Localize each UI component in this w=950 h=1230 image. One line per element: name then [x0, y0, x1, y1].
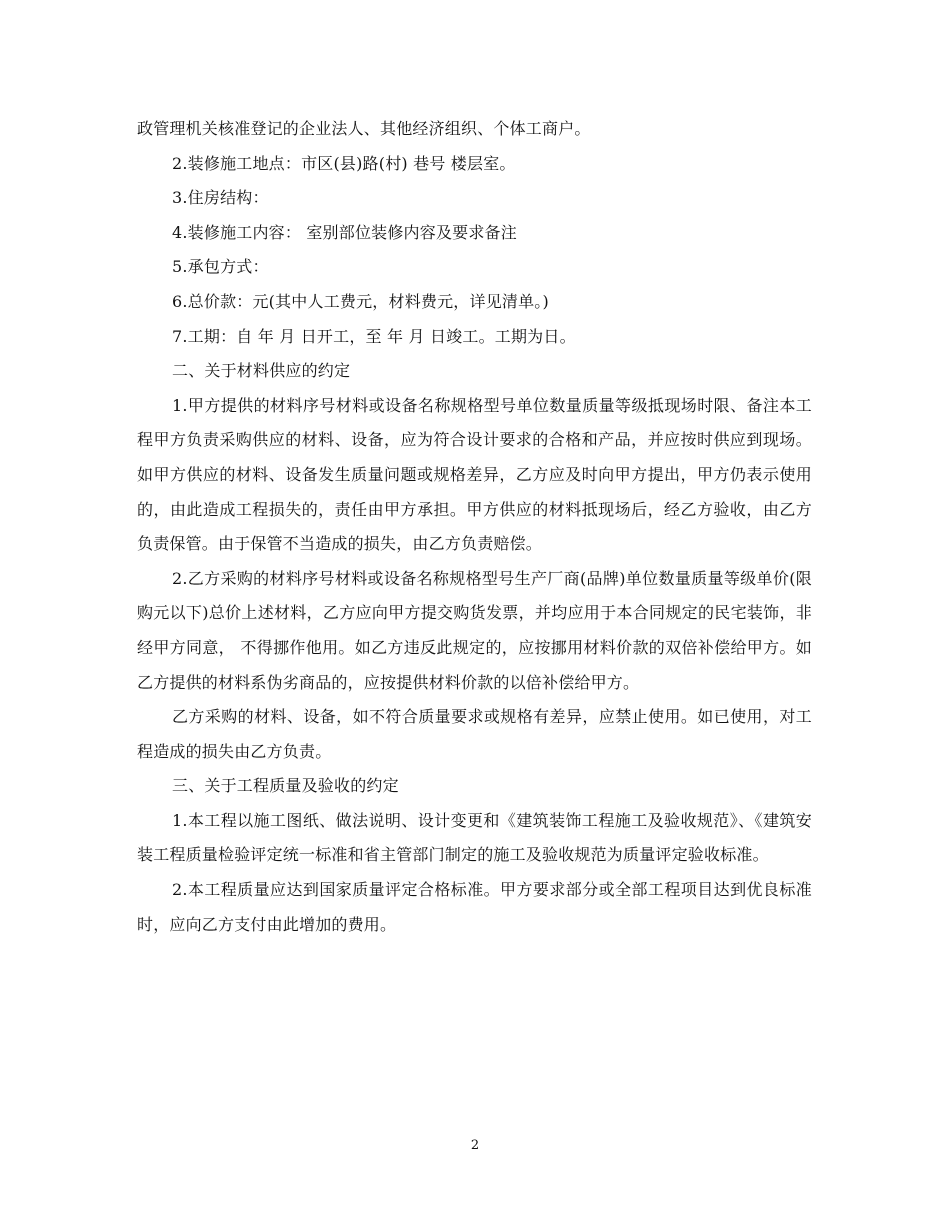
paragraph-item-3-structure: 3.住房结构： [172, 188, 269, 208]
page-number: 2 [470, 1138, 480, 1153]
paragraph-item-2-location: 2.装修施工地点：市区(县)路(村) 巷号 楼层室。 [172, 153, 516, 173]
paragraph-item-5-contract-method: 5.承包方式： [172, 257, 269, 277]
paragraph-quality-level: 2.本工程质量应达到国家质量评定合格标准。甲方要求部分或全部工程项目达到优良标准时，应向乙方支付由此增加的费用。 [137, 880, 812, 934]
document-body [137, 112, 812, 942]
section-heading-materials: 二、关于材料供应的约定 [172, 361, 351, 381]
paragraph-item-7-schedule: 7.工期：自 年 月 日开工，至 年 月 日竣工。工期为日。 [172, 326, 576, 346]
paragraph-quality-standard: 1.本工程以施工图纸、做法说明、设计变更和《建筑装饰工程施工及验收规范》、《建筑安装工程质量检验评定统一标准和省主管部门制定的施工及验收规范为质量评定验收标准。 [137, 810, 812, 865]
paragraph-continuation: 政管理机关核准登记的企业法人、其他经济组织、个体工商户。 [137, 119, 591, 138]
paragraph-item-6-total-price: 6.总价款：元(其中人工费元，材料费元，详见清单。) [172, 291, 549, 311]
paragraph-item-4-content: 4.装修施工内容： 室别部位装修内容及要求备注 [172, 222, 517, 242]
section-heading-quality: 三、关于工程质量及验收的约定 [172, 776, 399, 796]
paragraph-party-a-materials: 1.甲方提供的材料序号材料或设备名称规格型号单位数量质量等级抵现场时限、备注本工程甲方负责采购供应的材料、设备，应为符合设计要求的合格和产品，并应按时供应到现场。如甲方供应的材料、设备发生质量问题或规格差异，乙方应及时向甲方提出，甲方仍表示使用的，由此造成工程损失的，责任由甲方承担。甲方供应的材料抵现场后，经乙方验收，由乙方负责保管。由于保管不当造成的损失，由乙方负责赔偿。 [137, 395, 812, 554]
paragraph-party-b-materials: 2.乙方采购的材料序号材料或设备名称规格型号生产厂商(品牌)单位数量质量等级单价(限购元以下)总价上述材料，乙方应向甲方提交购货发票，并均应用于本合同规定的民宅装饰，非经甲方同意， 不得挪作他用。如乙方违反此规定的，应按挪用材料价款的双倍补偿给甲方。如乙方提供的材料系伪劣商品的，应按提供材料价款的以倍补偿给甲方。 [137, 568, 812, 692]
paragraph-nonconforming-materials: 乙方采购的材料、设备，如不符合质量要求或规格有差异，应禁止使用。如已使用，对工程造成的损失由乙方负责。 [137, 707, 812, 761]
